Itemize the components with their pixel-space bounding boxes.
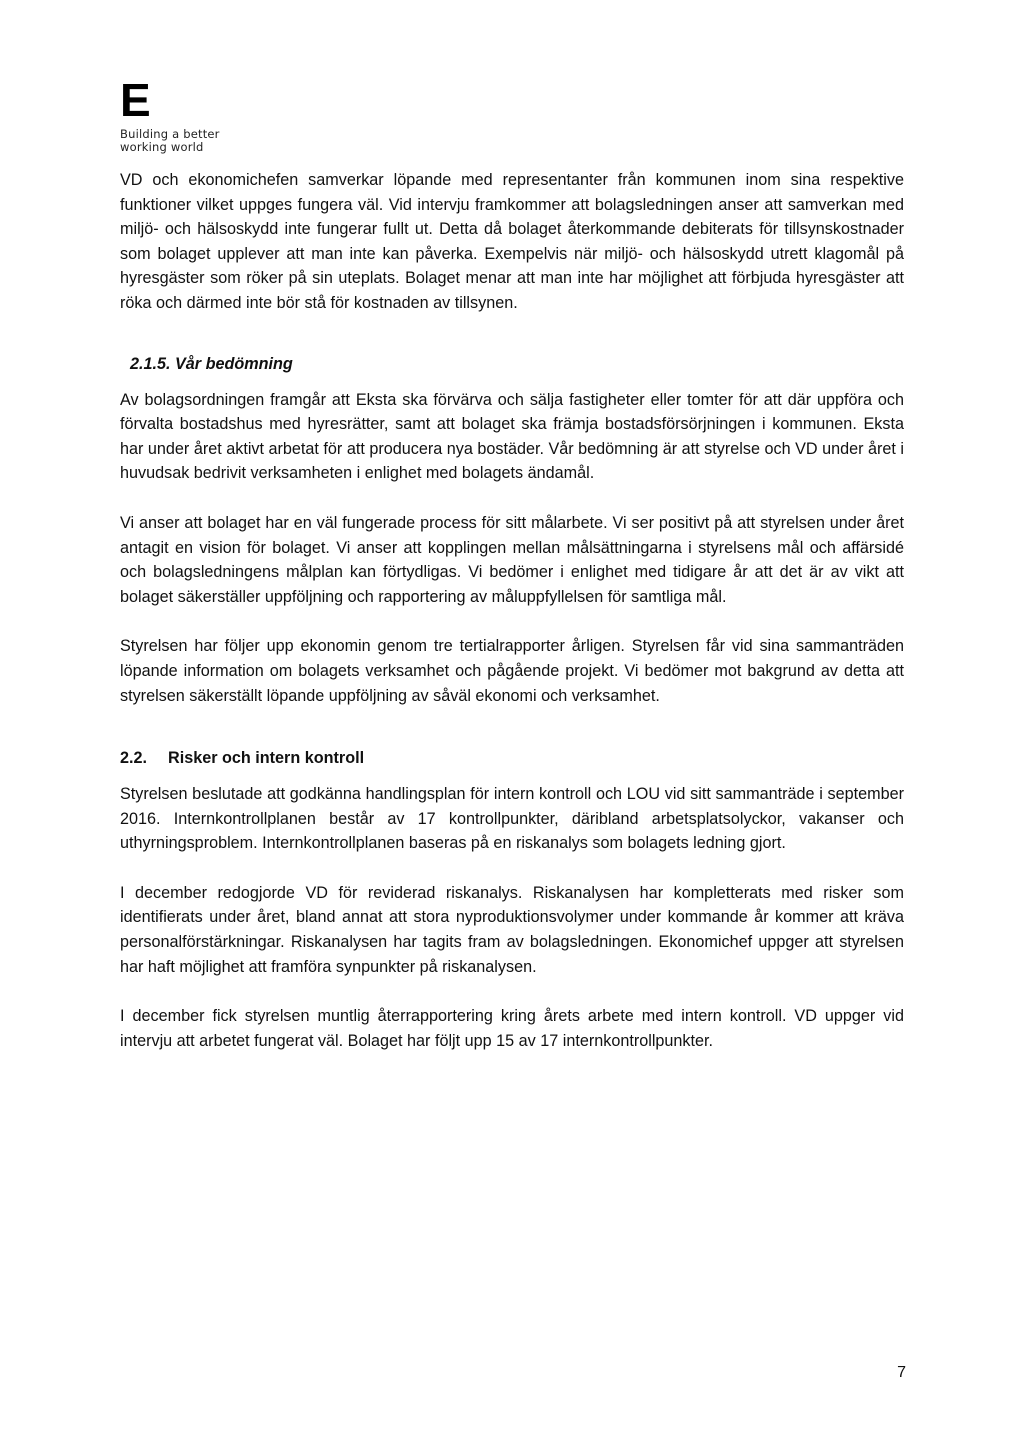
section-heading-risker <box>120 746 904 770</box>
logo-tagline-line-1: Building a better <box>120 127 220 141</box>
logo-tagline-line-2: working world <box>120 140 204 154</box>
logo-tagline <box>120 128 260 154</box>
paragraph-riskanalys: I december redogjorde VD för reviderad riskanalys. Riskanalysen har kompletterats med risker som identifierats under året, bland annat att stora nyproduktionsvolymer under kommande år kommer att kräva personalförstärkningar. Riskanalysen har tagits fram av bolagsledningen. Ekonomichef uppger att styrelsen har haft möjlighet att framföra synpunkter på riskanalysen. <box>120 883 904 976</box>
subheading-var-bedomning: 2.1.5. Vår bedömning <box>130 354 293 373</box>
page-number: 7 <box>897 1364 906 1381</box>
paragraph-handlingsplan: Styrelsen beslutade att godkänna handlingsplan för intern kontroll och LOU vid sitt sammanträde i september 2016. Internkontrollplanen består av 17 kontrollpunkter, däribland arbetsplatsolyckor, vakanser och uthyrningsproblem. Internkontrollplanen baseras på en riskanalys som bolagets ledning gjort. <box>120 785 904 853</box>
company-logo <box>120 74 260 154</box>
paragraph-malarbete: Vi anser att bolaget har en väl fungerade process för sitt målarbete. Vi ser positivt på att styrelsen under året antagit en vision för bolaget. Vi anser att kopplingen mellan målsättningarna i styrelsens mål och affärsidé och bolagsledningens målplan kan förtydligas. Vi bedömer i enlighet med tidigare år att det är av vikt att bolaget säkerställer uppföljning och rapportering av måluppfyllelsen för samtliga mål. <box>120 513 904 606</box>
paragraph-aterrapportering: I december fick styrelsen muntlig återrapportering kring årets arbete med intern kontroll. VD uppger vid intervju att arbetet fungerat väl. Bolaget har följt upp 15 av 17 internkontrollpunkter. <box>120 1007 904 1050</box>
section-number: 2.2. <box>120 749 148 768</box>
document-body <box>120 168 904 1053</box>
paragraph-bolagsordning: Av bolagsordningen framgår att Eksta ska förvärva och sälja fastigheter eller tomter för att där uppföra och förvalta bostadshus med hyresrätter, samt att bolaget ska främja bostadsförsörjningen i kommunen. Eksta har under året aktivt arbetat för att producera nya bostäder. Vår bedömning är att styrelse och VD under året i huvudsak bedrivit verksamheten i enlighet med bolagets ändamål. <box>120 390 904 483</box>
paragraph-ekonomi-uppfoljning: Styrelsen har följer upp ekonomin genom tre tertialrapporter årligen. Styrelsen får vid sina sammanträden löpande information om bolagets verksamhet och pågående projekt. Vi bedömer mot bakgrund av detta att styrelsen säkerställt löpande uppföljning av såväl ekonomi och verksamhet. <box>120 637 904 705</box>
logo-mark: E <box>120 74 150 126</box>
paragraph-samverkan: VD och ekonomichefen samverkar löpande med representanter från kommunen inom sina respektive funktioner vilket uppges fungera väl. Vid intervju framkommer att bolagsledningen anser att samverkan med miljö- och hälsoskydd inte fungerar fullt ut. Detta då bolaget återkommande debiterats för tillsynskostnader som bolaget upplever att man inte kan påverka. Exempelvis när miljö- och hälsoskydd utrett klagomål på hyresgäster som röker på sin uteplats. Bolaget menar att man inte har möjlighet att förbjuda hyresgäster att röka och därmed inte bör stå för kostnaden av tillsynen. <box>120 171 904 312</box>
section-title: Risker och intern kontroll <box>168 749 365 768</box>
